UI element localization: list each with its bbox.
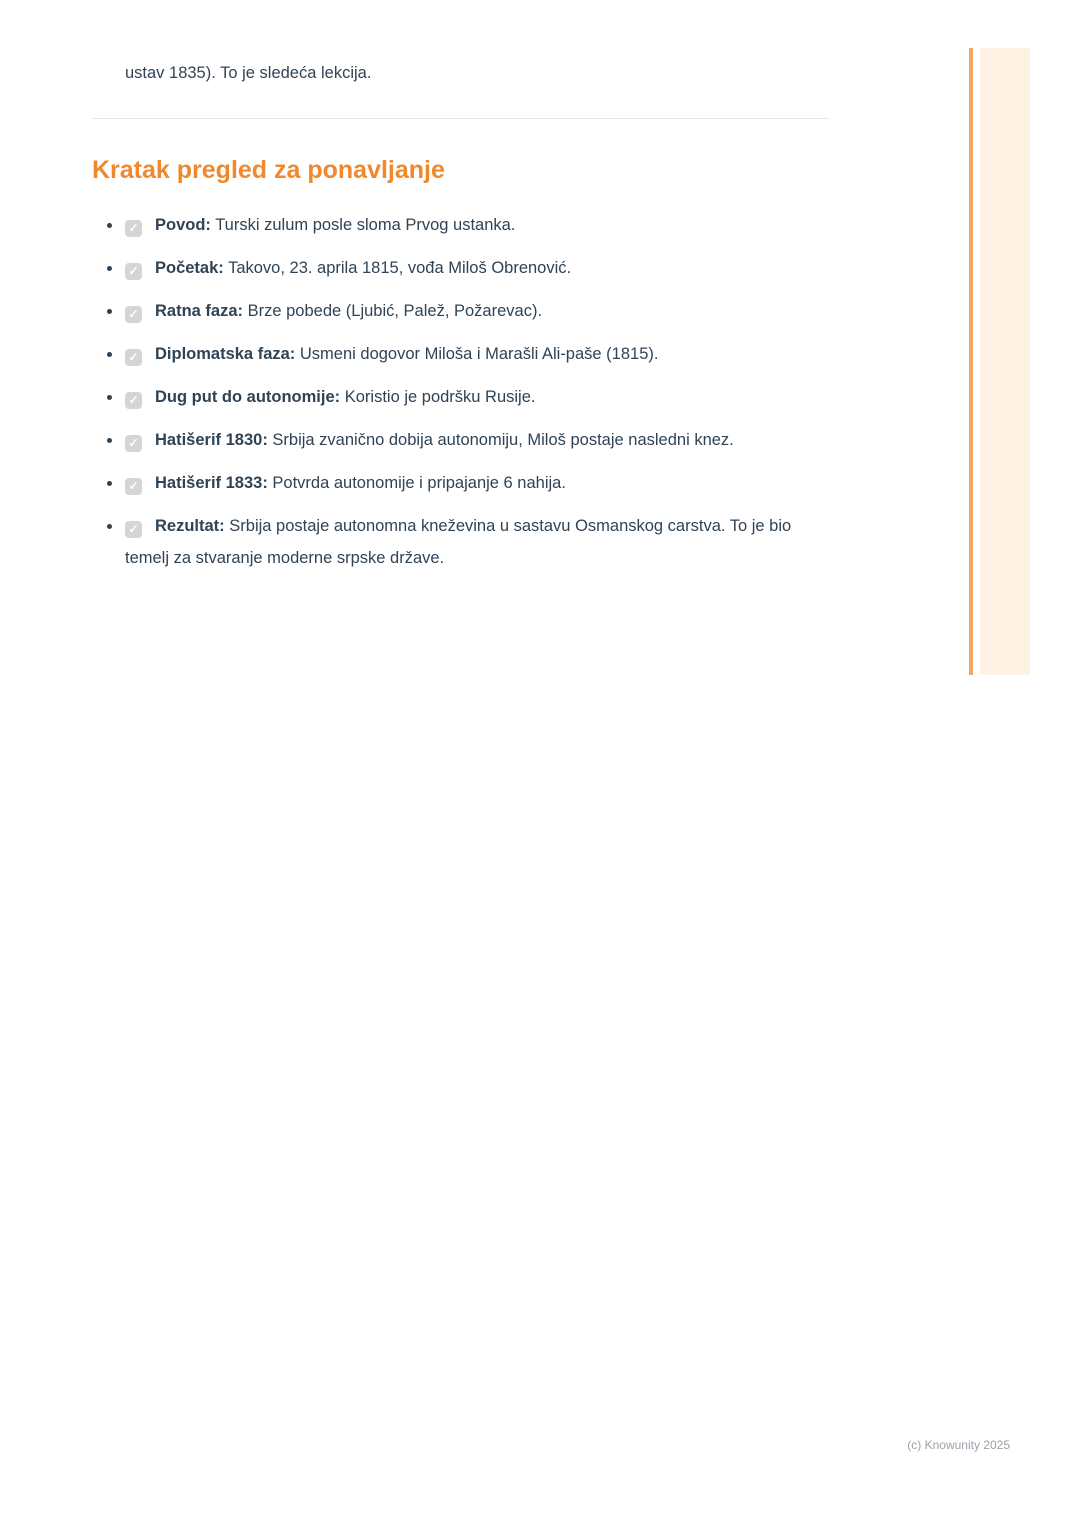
- bullet-icon: [107, 481, 112, 486]
- list-item: [92, 338, 829, 370]
- checkbox-icon: ✓: [125, 306, 142, 323]
- item-label: Povod:: [155, 216, 211, 234]
- list-item: [92, 209, 829, 241]
- continuation-text: ustav 1835). To je sledeća lekcija.: [125, 64, 372, 82]
- item-label: Ratna faza:: [155, 302, 244, 320]
- item-label: Hatišerif 1830:: [155, 431, 268, 449]
- item-text: Turski zulum posle sloma Prvog ustanka.: [215, 216, 516, 234]
- checkbox-icon: ✓: [125, 220, 142, 237]
- list-item: [92, 295, 829, 327]
- list-item: [92, 467, 829, 499]
- review-checklist: [92, 209, 829, 574]
- bullet-icon: [107, 266, 112, 271]
- item-text: Srbija zvanično dobija autonomiju, Miloš postaje nasledni knez.: [272, 431, 734, 449]
- bullet-icon: [107, 223, 112, 228]
- item-label: Dug put do autonomije:: [155, 388, 341, 406]
- section-title: Kratak pregled za ponavljanje: [92, 156, 445, 184]
- bullet-icon: [107, 524, 112, 529]
- checkbox-icon: ✓: [125, 521, 142, 538]
- checkbox-icon: ✓: [125, 478, 142, 495]
- item-text: Brze pobede (Ljubić, Palež, Požarevac).: [247, 302, 543, 320]
- content-area: [92, 0, 829, 585]
- checkbox-icon: ✓: [125, 263, 142, 280]
- bullet-icon: [107, 438, 112, 443]
- checkbox-icon: ✓: [125, 435, 142, 452]
- checkbox-icon: ✓: [125, 392, 142, 409]
- list-item: [92, 510, 829, 574]
- checkbox-icon: ✓: [125, 349, 142, 366]
- item-text: Usmeni dogovor Miloša i Marašli Ali-paše (1815).: [299, 345, 659, 363]
- list-item: [92, 381, 829, 413]
- item-label: Hatišerif 1833:: [155, 474, 268, 492]
- bullet-icon: [107, 309, 112, 314]
- bullet-icon: [107, 395, 112, 400]
- list-item: [92, 424, 829, 456]
- copyright-footer: (c) Knowunity 2025: [907, 1438, 1010, 1452]
- item-text: Srbija postaje autonomna kneževina u sastavu Osmanskog carstva. To je bio temelj za stvaranje moderne srpske države.: [125, 517, 792, 567]
- item-label: Početak:: [155, 259, 224, 277]
- item-label: Diplomatska faza:: [155, 345, 296, 363]
- bullet-icon: [107, 352, 112, 357]
- item-text: Koristio je podršku Rusije.: [344, 388, 536, 406]
- margin-accent-line: [969, 48, 973, 675]
- section-divider: [92, 118, 829, 119]
- list-item: [92, 252, 829, 284]
- item-text: Potvrda autonomije i pripajanje 6 nahija.: [272, 474, 566, 492]
- item-label: Rezultat:: [155, 517, 225, 535]
- margin-accent-band: [980, 48, 1030, 675]
- item-text: Takovo, 23. aprila 1815, vođa Miloš Obrenović.: [228, 259, 572, 277]
